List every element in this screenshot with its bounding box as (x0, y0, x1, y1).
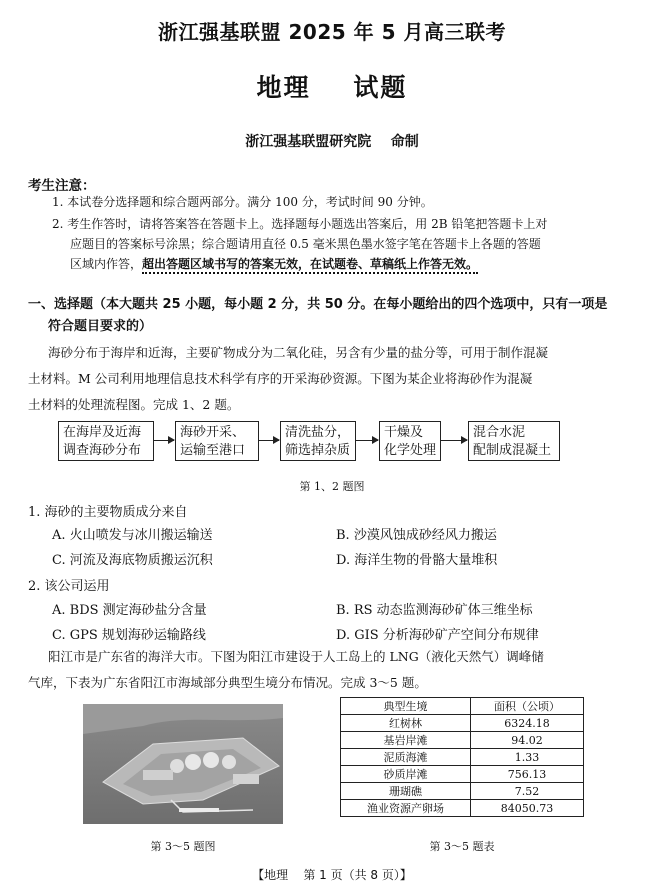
table-cell: 1.33 (471, 749, 584, 766)
page-footer: 【地理 第 1 页（共 8 页）】 (252, 868, 412, 882)
passage-2-line-1: 阳江市是广东省的海洋大市。下图为阳江市建设于人工岛上的 LNG（液化天然气）调峰储 (48, 649, 544, 664)
table-row (341, 715, 584, 732)
flow-step-1-line-1: 在海岸及近海 (63, 425, 142, 440)
flow-caption: 第 1、2 题图 (299, 480, 365, 493)
question-2-option-a: A. BDS 测定海砂盐分含量 (52, 603, 207, 618)
question-1-option-b: B. 沙漠风蚀成砂经风力搬运 (336, 528, 497, 543)
table-header-cell: 典型生境 (341, 698, 471, 715)
notice-item-2-line-2: 应题目的答案标号涂黑；综合题请用直径 0.5 毫米黑色墨水签字笔在答题卡上各题的答题 (70, 237, 541, 251)
flow-step-1-line-2: 调查海砂分布 (63, 443, 142, 458)
table-cell: 泥质海滩 (341, 749, 471, 766)
table-cell: 6324.18 (471, 715, 584, 732)
flow-step-5-line-1: 混合水泥 (473, 425, 526, 440)
passage-2 (28, 644, 544, 696)
flow-step-3-line-1: 清洗盐分， (285, 425, 351, 440)
question-1-option-c: C. 河流及海底物质搬运沉积 (52, 553, 213, 568)
table-row (341, 800, 584, 817)
table-cell: 756.13 (471, 766, 584, 783)
question-2-option-b: B. RS 动态监测海砂矿体三维坐标 (336, 603, 533, 618)
table-cell: 砂质岸滩 (341, 766, 471, 783)
section-heading-line-1: 一、选择题（本大题共 25 小题，每小题 2 分，共 50 分。在每小题给出的四个选项中，只有一项是 (28, 297, 608, 312)
notice-heading: 考生注意： (28, 178, 96, 194)
flow-step-2-line-1: 海砂开采、 (180, 425, 246, 440)
table-header-cell: 面积（公顷） (471, 698, 584, 715)
flow-step-5 (468, 421, 560, 461)
passage-2-line-2: 气库，下表为广东省阳江市海域部分典型生境分布情况。完成 3～5 题。 (28, 675, 427, 690)
table-row (341, 766, 584, 783)
flow-step-2-line-2: 运输至港口 (180, 443, 246, 458)
table-row (341, 783, 584, 800)
notice-emphasis: 超出答题区域书写的答案无效，在试题卷、草稿纸上作答无效。 (142, 257, 478, 274)
flow-step-4-line-2: 化学处理 (384, 443, 437, 458)
notice-item-2-line-1: 2. 考生作答时，请将答案答在答题卡上。选择题每小题选出答案后，用 2B 铅笔把答题卡上对 (52, 217, 548, 231)
lng-island-illustration (83, 704, 283, 824)
passage-1-line-3: 土材料的处理流程图。完成 1、2 题。 (28, 397, 240, 412)
lng-island-photo (83, 704, 283, 824)
figure-caption: 第 3～5 题图 (150, 840, 216, 853)
flow-step-1 (58, 421, 154, 461)
table-row (341, 749, 584, 766)
question-1-option-d: D. 海洋生物的骨骼大量堆积 (336, 553, 498, 568)
table-cell: 渔业资源产卵场 (341, 800, 471, 817)
notice-item-2-line-3-prefix: 区域内作答， (70, 257, 143, 271)
table-caption: 第 3～5 题表 (429, 840, 495, 853)
flow-step-3 (280, 421, 356, 461)
table-cell: 7.52 (471, 783, 584, 800)
passage-1 (28, 340, 548, 418)
question-2-stem: 2. 该公司运用 (28, 579, 110, 594)
section-heading-line-2: 符合题目要求的） (48, 319, 153, 334)
flow-arrow-1 (154, 440, 174, 441)
flow-arrow-2 (259, 440, 279, 441)
table-cell: 红树林 (341, 715, 471, 732)
table-cell: 94.02 (471, 732, 584, 749)
flow-step-3-line-2: 筛选掉杂质 (285, 443, 351, 458)
passage-1-line-1: 海砂分布于海岸和近海，主要矿物成分为二氧化硅，另含有少量的盐分等，可用于制作混凝 (48, 345, 549, 360)
table-cell: 84050.73 (471, 800, 584, 817)
question-2-option-d: D. GIS 分析海砂矿产空间分布规律 (336, 628, 539, 643)
table-cell: 基岩岸滩 (341, 732, 471, 749)
question-2-option-c: C. GPS 规划海砂运输路线 (52, 628, 206, 643)
flow-arrow-4 (441, 440, 467, 441)
flow-step-5-line-2: 配制成混凝土 (473, 443, 552, 458)
institute-line: 浙江强基联盟研究院 命制 (245, 134, 419, 150)
subject-title: 地理 试题 (256, 73, 408, 102)
exam-title: 浙江强基联盟 2025 年 5 月高三联考 (158, 20, 506, 44)
table-row (341, 732, 584, 749)
notice-item-2-line-3 (70, 256, 478, 273)
flow-step-4-line-1: 干燥及 (384, 425, 424, 440)
passage-1-line-2: 土材料。M 公司利用地理信息技术科学有序的开采海砂资源。下图为某企业将海砂作为混凝 (28, 371, 533, 386)
question-1-option-a: A. 火山喷发与冰川搬运输送 (52, 528, 213, 543)
flow-arrow-3 (356, 440, 378, 441)
question-1-stem: 1. 海砂的主要物质成分来自 (28, 505, 188, 520)
table-header-row (341, 698, 584, 715)
section-heading (28, 294, 638, 338)
flow-step-2 (175, 421, 259, 461)
habitat-table (340, 697, 584, 817)
notice-item-1: 1. 本试卷分选择题和综合题两部分。满分 100 分，考试时间 90 分钟。 (52, 195, 433, 209)
table-cell: 珊瑚礁 (341, 783, 471, 800)
flow-step-4 (379, 421, 441, 461)
